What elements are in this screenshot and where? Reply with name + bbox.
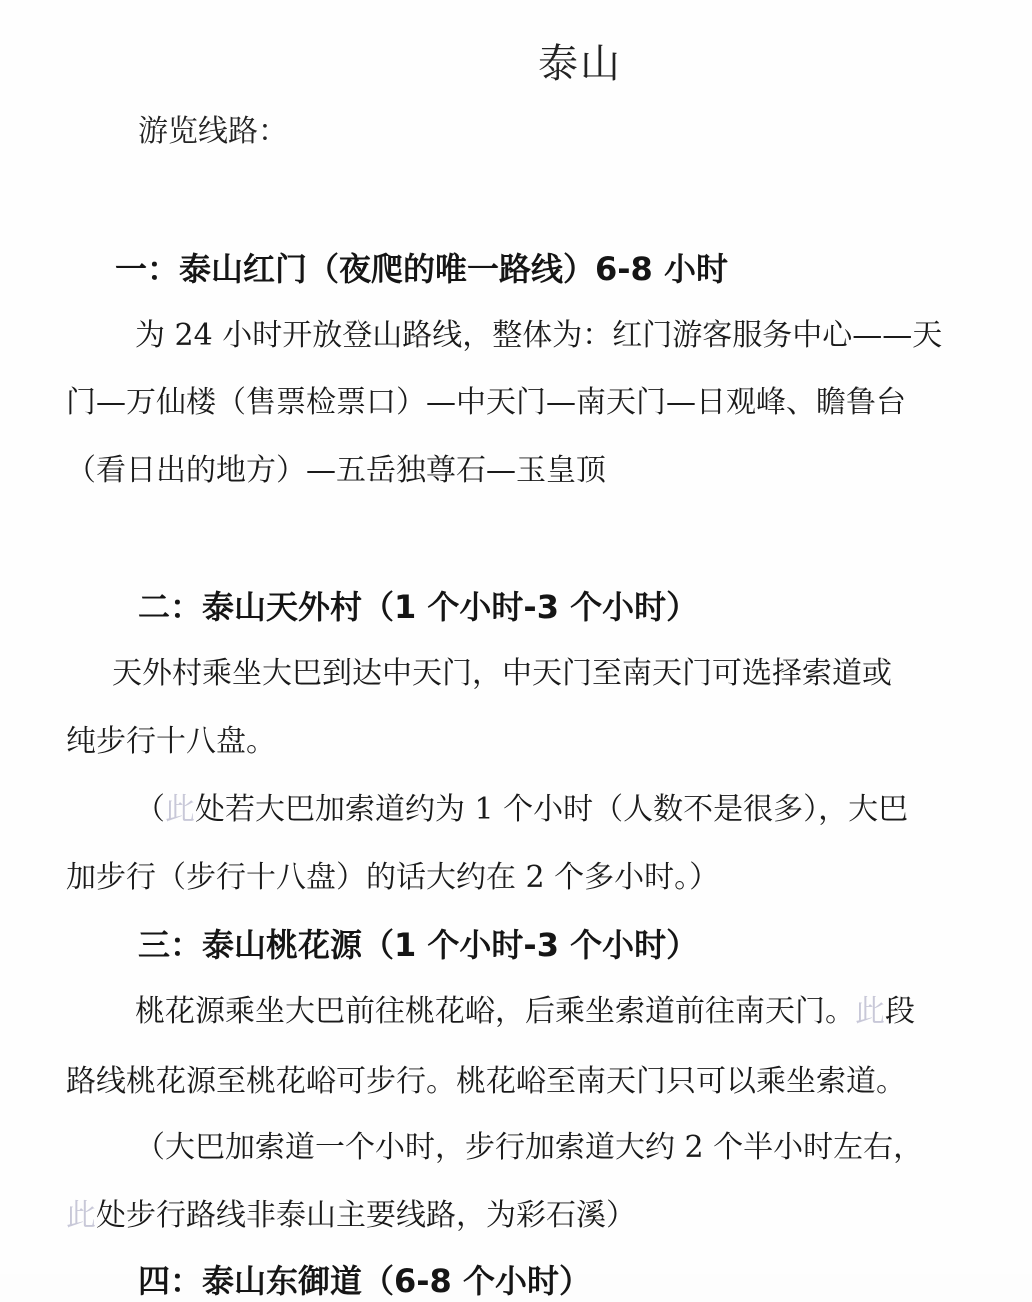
faint-character: 此 — [66, 1198, 96, 1233]
section-3-line-1-tail: 段 — [885, 994, 915, 1029]
section-1-line-1: 为 24 小时开放登山路线，整体为：红门游客服务中心——天 — [135, 318, 943, 353]
section-2-line-2: 纯步行十八盘。 — [66, 724, 276, 759]
document-title: 泰山 — [538, 41, 622, 87]
section-2-note-line-2: 加步行（步行十八盘）的话大约在 2 个多小时。） — [66, 860, 720, 895]
section-3-line-2: 路线桃花源至桃花峪可步行。桃花峪至南天门只可以乘坐索道。 — [66, 1064, 906, 1099]
document-subtitle: 游览线路： — [138, 114, 288, 149]
section-3-note-line-2 — [66, 1190, 636, 1234]
section-2-line-1: 天外村乘坐大巴到达中天门，中天门至南天门可选择索道或 — [112, 656, 892, 691]
faint-character: 此 — [855, 994, 885, 1029]
section-1-line-3: （看日出的地方）—五岳独尊石—玉皇顶 — [66, 453, 606, 488]
section-2-note-line-1 — [135, 784, 908, 828]
section-3-line-1-text: 桃花源乘坐大巴前往桃花峪，后乘坐索道前往南天门。 — [135, 994, 855, 1029]
section-heading-3: 三：泰山桃花源（1 个小时-3 个小时） — [138, 926, 699, 964]
section-heading-2: 二：泰山天外村（1 个小时-3 个小时） — [138, 588, 699, 626]
note-open-paren: （ — [135, 792, 165, 827]
section-1-line-2: 门—万仙楼（售票检票口）—中天门—南天门—日观峰、瞻鲁台 — [66, 385, 906, 420]
section-3-note-line-2-text: 处步行路线非泰山主要线路，为彩石溪） — [96, 1198, 636, 1233]
section-3-line-1 — [135, 986, 915, 1030]
section-heading-1: 一：泰山红门（夜爬的唯一路线）6-8 小时 — [115, 250, 728, 288]
section-heading-4: 四：泰山东御道（6-8 个小时） — [138, 1262, 591, 1300]
note-line-1-text: 处若大巴加索道约为 1 个小时（人数不是很多），大巴 — [195, 792, 909, 827]
faint-character: 此 — [165, 792, 195, 827]
section-3-note-line-1: （大巴加索道一个小时，步行加索道大约 2 个半小时左右， — [135, 1130, 924, 1165]
